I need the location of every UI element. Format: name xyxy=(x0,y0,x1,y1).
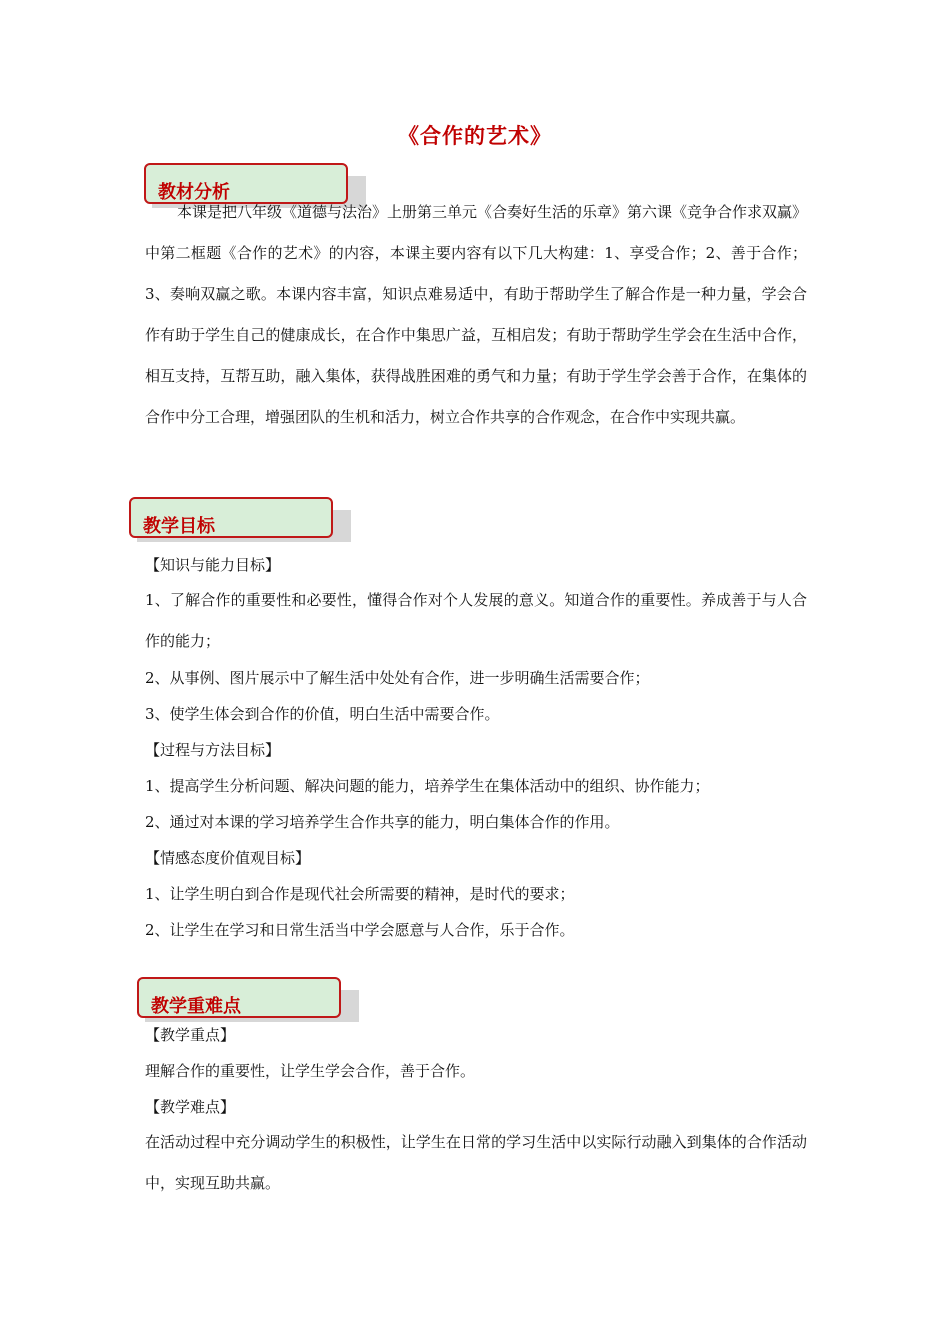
difficulty-text: 在活动过程中充分调动学生的积极性，让学生在日常的学习生活中以实际行动融入到集体的合作活动中，实现互助共赢。 xyxy=(145,1133,807,1192)
analysis-paragraph: 本课是把八年级《道德与法治》上册第三单元《合奏好生活的乐章》第六课《竞争合作求双赢》中第二框题《合作的艺术》的内容，本课主要内容有以下几大构建：1、享受合作；2、善于合作；3、奏响双赢之歌。本课内容丰富，知识点难易适中，有助于帮助学生了解合作是一种力量，学会合作有助于学生自己的健康成长，在合作中集思广益，互相启发；有助于帮助学生学会在生活中合作，相互支持，互帮互助，融入集体，获得战胜困难的勇气和力量；有助于学生学会善于合作，在集体的合作中分工合理，增强团队的生机和活力，树立合作共享的合作观念，在合作中实现共赢。 xyxy=(145,203,808,426)
document-title: 《合作的艺术》 xyxy=(398,123,552,148)
process-label: 【过程与方法目标】 xyxy=(145,741,281,759)
section-header-keypoints xyxy=(137,977,359,1023)
emotion-item-1: 1、让学生明白到合作是现代社会所需要的精神，是时代的要求； xyxy=(145,885,575,903)
process-item-2: 2、通过对本课的学习培养学生合作共享的能力，明白集体合作的作用。 xyxy=(145,813,620,831)
knowledge-item-1: 1、了解合作的重要性和必要性，懂得合作对个人发展的意义。知道合作的重要性。养成善于与人合作的能力； xyxy=(145,591,807,650)
focus-text: 理解合作的重要性，让学生学会合作，善于合作。 xyxy=(145,1062,476,1080)
section-heading-keypoints: 教学重难点 xyxy=(151,996,241,1017)
emotion-item-2: 2、让学生在学习和日常生活当中学会愿意与人合作，乐于合作。 xyxy=(145,921,575,939)
focus-label: 【教学重点】 xyxy=(145,1026,236,1044)
knowledge-item-2: 2、从事例、图片展示中了解生活中处处有合作，进一步明确生活需要合作； xyxy=(145,669,650,687)
knowledge-label: 【知识与能力目标】 xyxy=(145,556,281,574)
emotion-label: 【情感态度价值观目标】 xyxy=(145,849,311,867)
section-header-objectives xyxy=(129,497,351,543)
process-item-1: 1、提高学生分析问题、解决问题的能力，培养学生在集体活动中的组织、协作能力； xyxy=(145,777,710,795)
knowledge-item-3: 3、使学生体会到合作的价值，明白生活中需要合作。 xyxy=(145,705,500,723)
section-heading-objectives: 教学目标 xyxy=(143,516,215,537)
section-heading-analysis: 教材分析 xyxy=(158,182,230,203)
difficulty-label: 【教学难点】 xyxy=(145,1098,236,1116)
